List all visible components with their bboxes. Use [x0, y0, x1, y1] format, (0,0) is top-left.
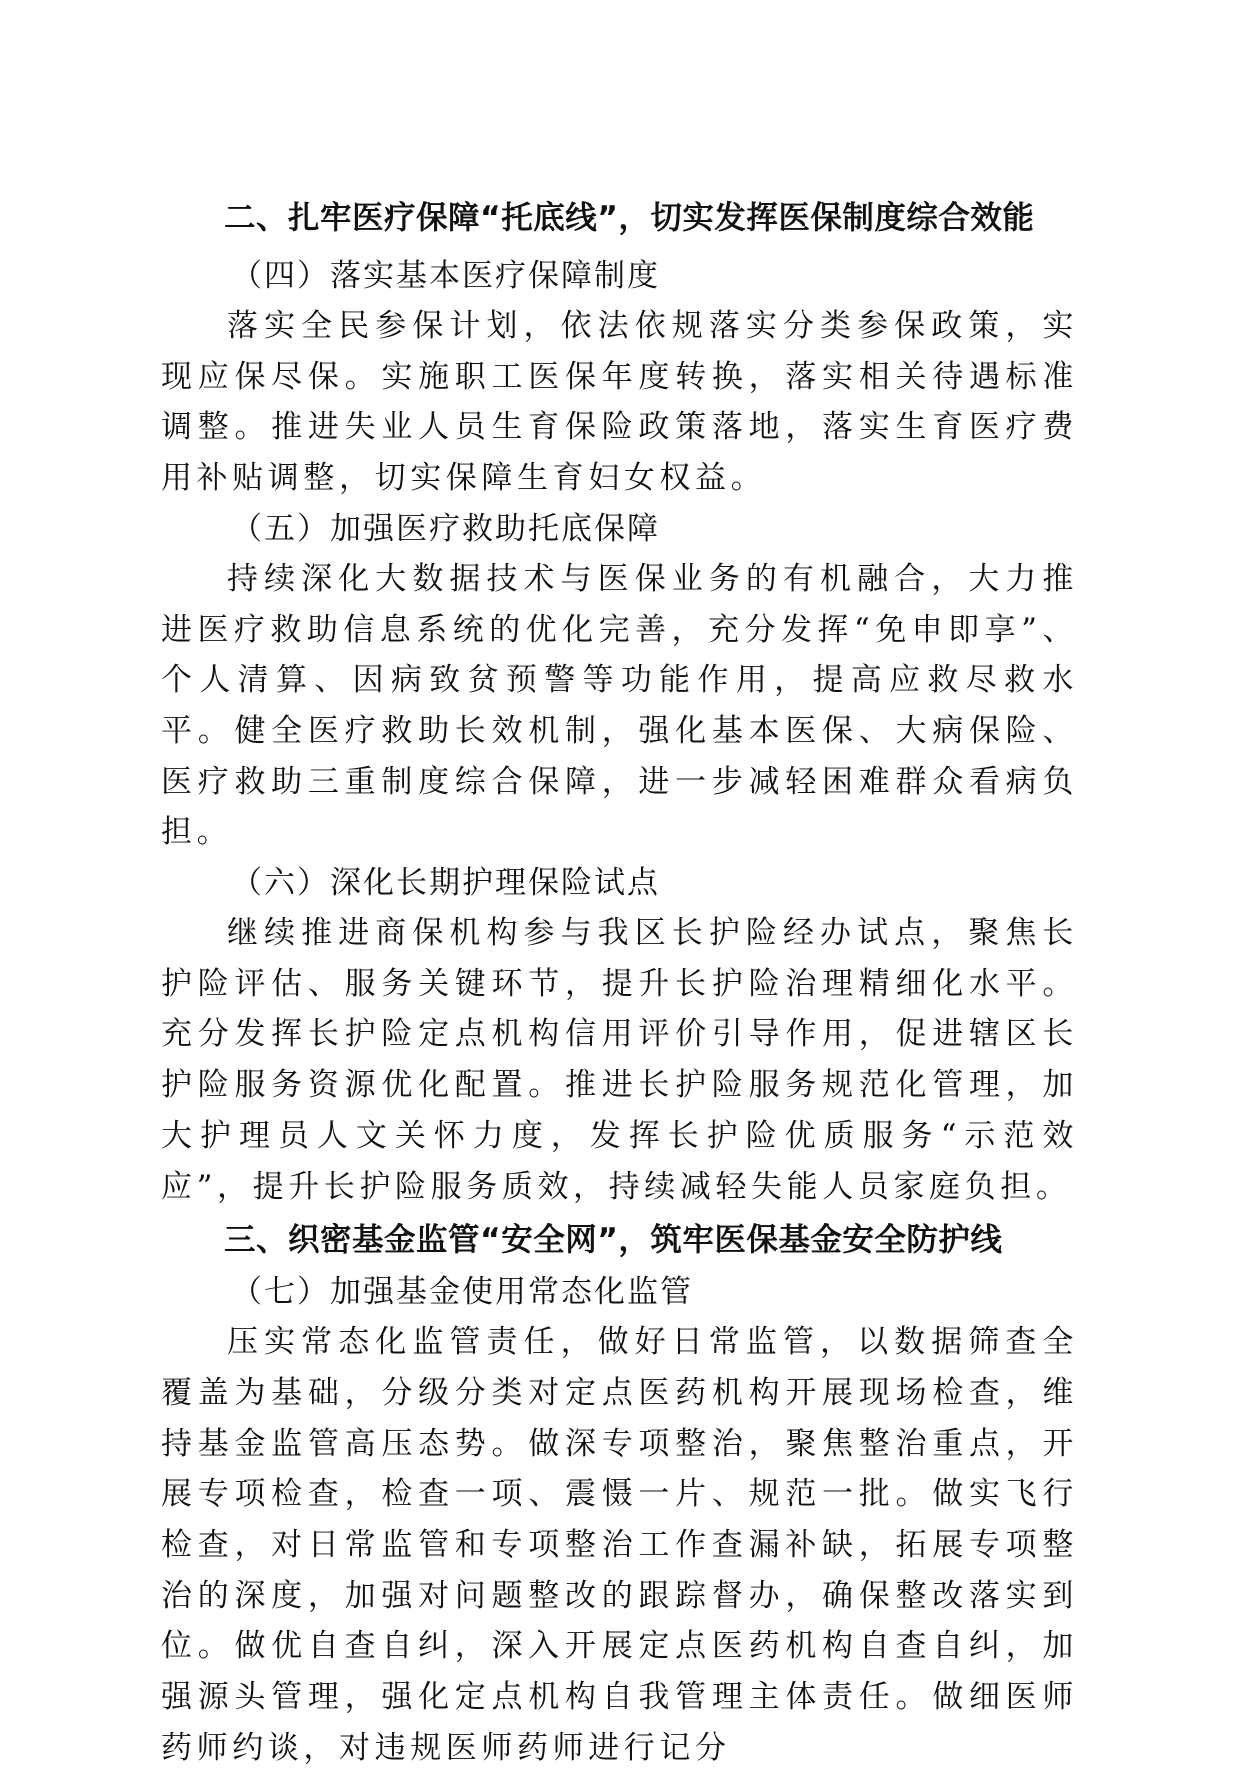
paragraph-6: 继续推进商保机构参与我区长护险经办试点，聚焦长护险评估、服务关键环节，提升长护险治理精细化水平。充分发挥长护险定点机构信用评价引导作用，促进辖区长护险服务资源优化配置。推进长护险服务规范化管理，加大护理员人文关怀力度，发挥长护险优质服务“示范效应”，提升长护险服务质效，持续减轻失能人员家庭负担。 — [161, 915, 1078, 1205]
subsection-title-4: （四）落实基本医疗保障制度 — [231, 258, 660, 294]
section-heading-2: 二、扎牢医疗保障“托底线”，切实发挥医保制度综合效能 — [224, 200, 1035, 236]
paragraph-7: 压实常态化监管责任，做好日常监管，以数据筛查全覆盖为基础，分级分类对定点医药机构开展现场检查，维持基金监管高压态势。做深专项整治，聚焦整治重点，开展专项检查，检查一项、震慑一片、规范一批。做实飞行检查，对日常监管和专项整治工作查漏补缺，拓展专项整治的深度，加强对问题整改的跟踪督办，确保整改落实到位。做优自查自纠，深入开展定点医药机构自查自纠，加强源头管理，强化定点机构自我管理主体责任。做细医师药师约谈，对违规医师药师进行记分 — [161, 1324, 1078, 1766]
paragraph-4: 落实全民参保计划，依法依规落实分类参保政策，实现应保尽保。实施职工医保年度转换，落实相关待遇标准调整。推进失业人员生育保险政策落地，落实生育医疗费用补贴调整，切实保障生育妇女权益。 — [161, 308, 1078, 497]
subsection-title-6: （六）深化长期护理保险试点 — [231, 865, 660, 902]
subsection-title-5: （五）加强医疗救助托底保障 — [231, 510, 660, 547]
document-page — [161, 196, 1078, 1774]
paragraph-5: 持续深化大数据技术与医保业务的有机融合，大力推进医疗救助信息系统的优化完善，充分发挥“免申即享”、个人清算、因病致贫预警等功能作用，提高应救尽救水平。健全医疗救助长效机制，强化基本医保、大病保险、医疗救助三重制度综合保障，进一步减轻困难群众看病负担。 — [161, 560, 1078, 851]
subsection-title-7: （七）加强基金使用常态化监管 — [231, 1274, 693, 1311]
section-heading-3: 三、织密基金监管“安全网”，筑牢医保基金安全防护线 — [224, 1222, 1003, 1259]
